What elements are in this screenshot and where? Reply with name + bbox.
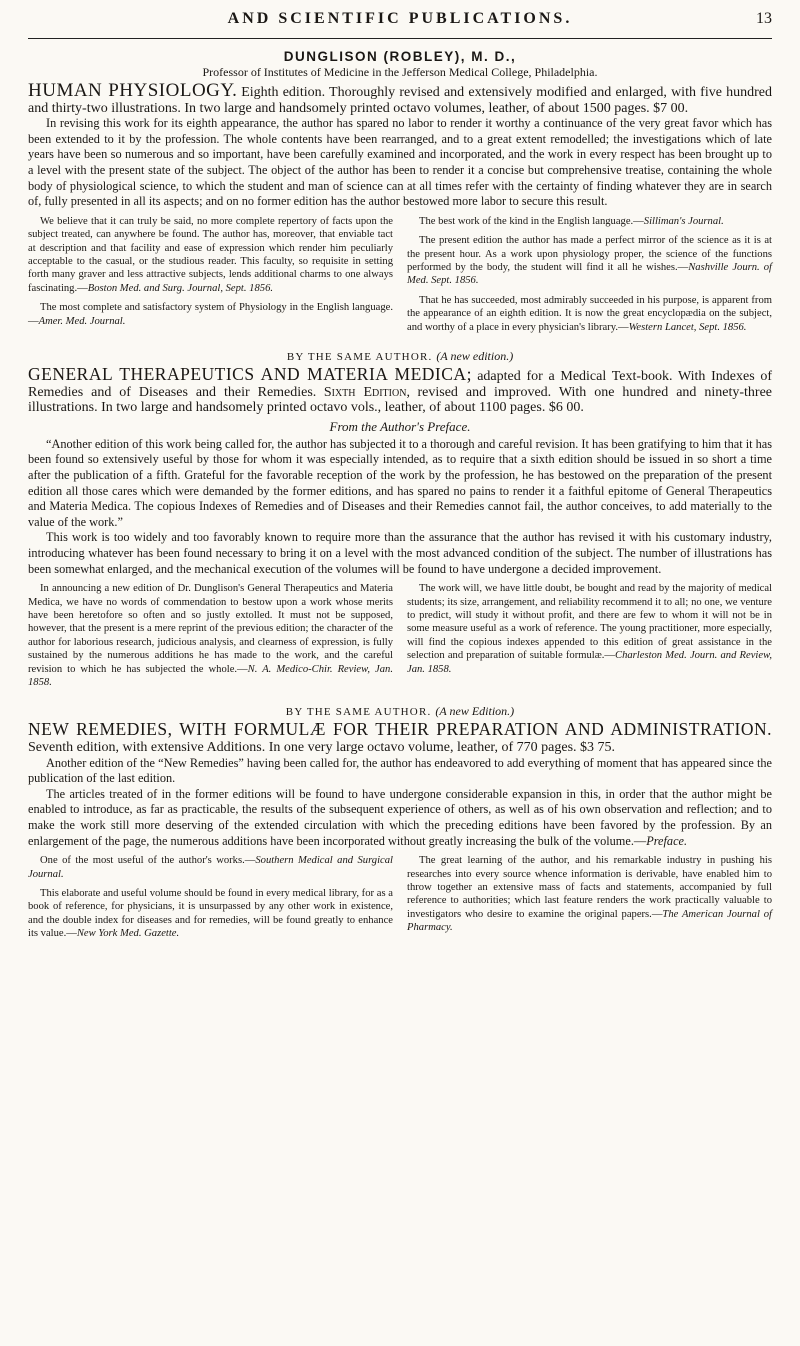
book1-title: HUMAN PHYSIOLOGY. bbox=[28, 80, 238, 101]
review: The great learning of the author, and his remarkable industry in pushing his researches into every source whence information is derivable, have enabled him to throw together an extensive mass of facts and statements, accompanied by full reference to authorities; which last feature renders the work practically valuable to investigators who desire to examine the original papers.—The American Journal of Pharmacy. bbox=[407, 855, 773, 934]
book2-body: This work is too widely and too favorably known to require more than the assurance that the author has revised it with his customary industry, introducing whatever has been found necessary to bring it on a level with the most advanced condition of the subject. The number of illustrations has been somewhat enlarged, and the mechanical execution of the volumes will be found to have undergone a decided improvement. bbox=[28, 530, 772, 576]
review: The work will, we have little doubt, be bought and read by the majority of medical students; its size, arrangement, and reliability recommend it to all; no one, we venture to predict, will study it without profit, and there are few to whom it will not be in some measure useful as a work of reference. The young practitioner, more especially, will find the copious indexes appended to this edition of great assistance in the selection and preparation of suitable formulæ.—Charleston Med. Journ. and Review, Jan. 1858. bbox=[407, 583, 773, 675]
book2-reviews-left bbox=[28, 582, 393, 695]
book3-entry bbox=[28, 719, 772, 755]
book3-reviews-right bbox=[407, 854, 772, 946]
review: The present edition the author has made a perfect mirror of the science as it is at the present hour. As a work upon physiology proper, the science of the functions performed by the body, the student will find it all he wishes.—Nashville Journ. of Med. Sept. 1856. bbox=[407, 235, 772, 287]
running-head-title: AND SCIENTIFIC PUBLICATIONS. bbox=[227, 10, 573, 27]
book3-title: NEW REMEDIES, WITH FORMULÆ FOR THEIR PREPARATION AND ADMINISTRATION. bbox=[28, 719, 772, 740]
author-affiliation: Professor of Institutes of Medicine in the Jefferson Medical College, Philadelphia. bbox=[202, 65, 598, 79]
book1-reviews-left bbox=[28, 215, 393, 340]
book3-reviews bbox=[28, 854, 772, 946]
book1-reviews bbox=[28, 215, 772, 340]
book1-desc: Eighth edition. Thoroughly revised and extensively modified and enlarged, with five hundred and thirty-two illustrations. In two large and handsomely printed octavo volumes, leather, of about 1500 pages. $7 00. bbox=[28, 85, 772, 116]
book2-reviews bbox=[28, 582, 772, 695]
review: That he has succeeded, most admirably succeeded in his purpose, is apparent from the appearance of an eighth edition. It is now the great encyclopædia on the subject, and worthy of a place in every physician's library.—Western Lancet, Sept. 1856. bbox=[407, 294, 772, 333]
by-same-author-2: BY THE SAME AUTHOR. (A new Edition.) bbox=[285, 704, 515, 719]
review: We believe that it can truly be said, no more complete repertory of facts upon the subject treated, can anywhere be found. The author has, moreover, that enviable tact at description and that facility and ease of expression which render him peculiarly acceptable to the casual, or the studious reader. This faculty, so requisite in setting forth many graver and less attractive subjects, lends additional charms to one always fascinating.—Boston Med. and Surg. Journal, Sept. 1856. bbox=[28, 215, 393, 294]
by-same-author-1: BY THE SAME AUTHOR. (A new edition.) bbox=[286, 349, 514, 363]
review: This elaborate and useful volume should be found in every medical library, for as a book of reference, for physicians, it is unsurpassed by any other work in existence, and the double index for diseases and for remedies, will be found greatly to enhance its value.—New York Med. Gazette. bbox=[28, 887, 393, 940]
book3-body2: The articles treated of in the former editions will be found to have undergone considerable expansion in this, in order that the author might be enabled to introduce, as far as practicable, the results of the subsequent experience of others, as well as of his own observation and reflection; and to make the work still more deserving of the extended circulation with which the preceding editions have been favored by the profession. By an enlargement of the page, the numerous additions have been incorporated without greatly increasing the bulk of the volume.—Preface. bbox=[28, 786, 772, 848]
book2-preface-heading: From the Author's Preface. bbox=[329, 418, 471, 434]
book2-entry: GENERAL THERAPEUTICS AND MATERIA MEDICA; adapted for a Medical Text-book. With Indexes of Remedies and of Diseases and their Remedies. Sixth Edition, revised and improved. With one hundred and ninety-three illustrations. In two large and handsomely printed octavo vols., leather, of about 1100 pages. $6 00. bbox=[28, 364, 773, 416]
book2-title: GENERAL THERAPEUTICS AND MATERIA MEDICA; bbox=[28, 364, 472, 384]
review: One of the most useful of the author's works.—Southern Medical and Surgical Journal. bbox=[28, 855, 393, 880]
book3-reviews-left bbox=[28, 854, 393, 946]
book1-body: In revising this work for its eighth appearance, the author has spared no labor to render it worthy a continuance of the very great favor which has been extended to it by the profession. The whole contents have been rearranged, and to a great extent remodelled; the investigations which of late years have been so numerous and so important, have been carefully examined and incorporated, and the work in every respect has been brought up to a level with the present state of the subject. The object of the author has been to render it a concise but comprehensive treatise, containing the whole body of physiological science, to which the student and man of science can at all times refer with the certainty of finding whatever they are in search of, fully presented in all its aspects; and on no former edition has the author bestowed more labor to secure this result. bbox=[28, 116, 772, 209]
review: In announcing a new edition of Dr. Dunglison's General Therapeutics and Materia Medica, we have no words of commendation to bestow upon a work whose merits have been heretofore so often and so justly extolled. It must not be supposed, however, that the present is a mere reprint of the previous edition; the character of the author for laborious research, judicious analysis, and clearness of expression, is fully sustained by the numerous additions he has made to the work, and the careful revision to which he has subjected the whole.—N. A. Medico-Chir. Review, Jan. 1858. bbox=[28, 583, 393, 688]
page bbox=[28, 0, 772, 1330]
book1-entry bbox=[28, 80, 772, 116]
running-head bbox=[28, 10, 772, 36]
book3-body: Another edition of the “New Remedies” having been called for, the author has endeavored to add everything of moment that has appeared since the publication of the last edition. bbox=[28, 755, 772, 786]
book2-reviews-right bbox=[407, 582, 772, 695]
book3-desc: Seventh edition, with extensive Additions. In one very large octavo volume, leather, of 770 pages. $3 75. bbox=[28, 739, 616, 755]
header-rule bbox=[28, 38, 772, 39]
author-name: DUNGLISON (ROBLEY), M. D., bbox=[283, 49, 517, 64]
review: The most complete and satisfactory system of Physiology in the English language.—Amer. Med. Journal. bbox=[28, 302, 393, 327]
review: The best work of the kind in the English language.—Silliman's Journal. bbox=[419, 215, 724, 227]
page-number: 13 bbox=[756, 10, 772, 27]
book2-preface: “Another edition of this work being called for, the author has subjected it to a thorough and careful revision. It has been gratifying to him that it has been found so extensively useful by those for whom it was especially intended, as to require that a sixth edition should be issued in so short a time after the publication of a fifth. Grateful for the favorable reception of the work by the profession, he has bestowed on the preparation of the present edition all those cares which were demanded by the former editions, and has spared no pains to render it a faithful epitome of General Therapeutics and Materia Medica. The copious Indexes of Remedies and of Diseases and their Remedies cannot fail, the author conceives, to add materially to the value of the work.” bbox=[28, 436, 772, 529]
book1-reviews-right bbox=[407, 215, 772, 340]
